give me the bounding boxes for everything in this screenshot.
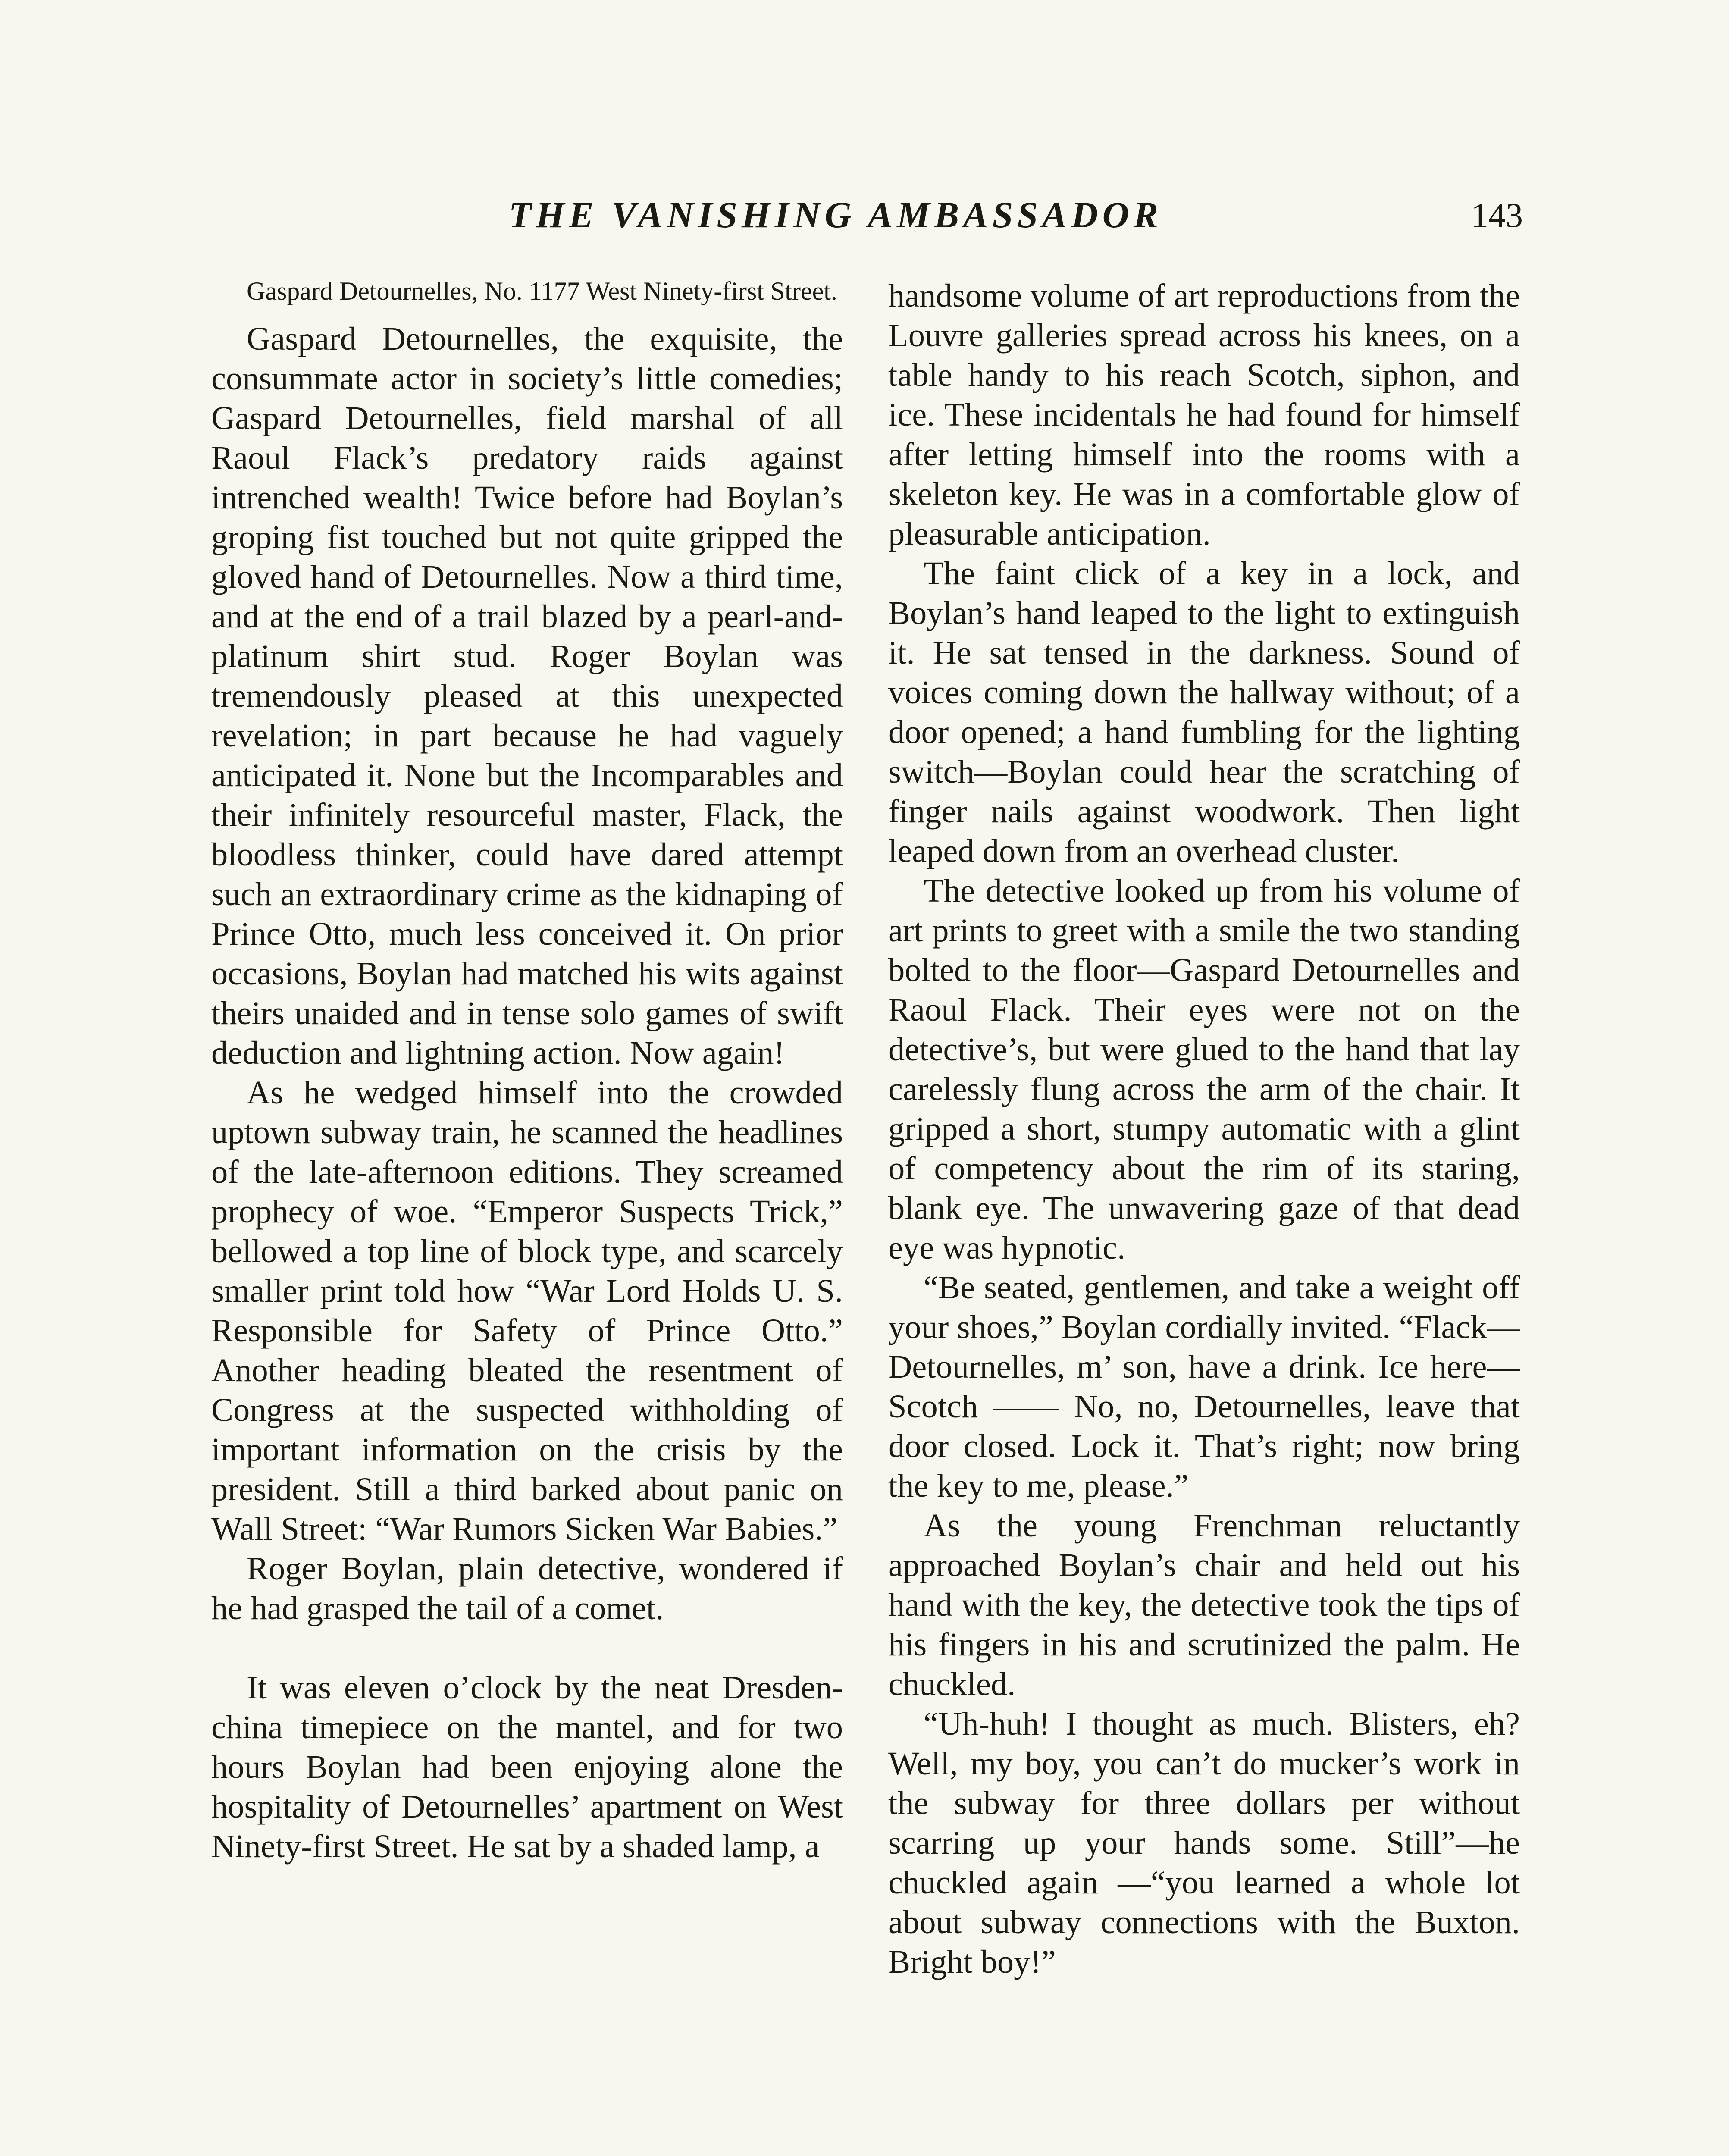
paragraph: It was eleven o’clock by the neat Dresden-china timepiece on the mantel, and for two hours Boylan had been enjoying alone the hospitality of Detournelles’ apartment on West Ninety-first Street. He sat by a shaded lamp, a [211,1669,843,1865]
right-column [888,276,1520,1982]
left-column [211,276,843,1866]
paragraph: As he wedged himself into the crowded uptown subway train, he scanned the headlines of the late-afternoon editions. They screamed prophecy of woe. “Emperor Suspects Trick,” bellowed a top line of block type, and scarcely smaller print told how “War Lord Holds U. S. Responsible for Safety of Prince Otto.” Another heading bleated the resentment of Congress at the suspected withholding of important information on the crisis by the president. Still a third barked about panic on Wall Street: “War Rumors Sicken War Babies.” [211,1074,843,1547]
paragraph: Gaspard Detournelles, the exquisite, the consummate actor in society’s little comedies; Gaspard Detournelles, field marshal of all Raoul Flack’s predatory raids against intrenched wealth! Twice before had Boylan’s groping fist touched but not quite gripped the gloved hand of Detournelles. Now a third time, and at the end of a trail blazed by a pearl-and-platinum shirt stud. Roger Boylan was tremendously pleased at this unexpected revelation; in part because he had vaguely anticipated it. None but the Incomparables and their infinitely resourceful master, Flack, the bloodless thinker, could have dared attempt such an extraordinary crime as the kidnaping of Prince Otto, much less conceived it. On prior occasions, Boylan had matched his wits against theirs unaided and in tense solo games of swift deduction and lightning action. Now again! [211,320,843,1071]
paragraph: The detective looked up from his volume of art prints to greet with a smile the two standing bolted to the floor—Gaspard Detournelles and Raoul Flack. Their eyes were not on the detective’s, but were glued to the hand that lay carelessly flung across the arm of the chair. It gripped a short, stumpy automatic with a glint of competency about the rim of its staring, blank eye. The unwavering gaze of that dead eye was hypnotic. [888,872,1520,1266]
running-title: THE VANISHING AMBASSADOR [509,194,1163,235]
dateline: Gaspard Detournelles, No. 1177 West Ninety-first Street. [247,277,837,305]
paragraph: Roger Boylan, plain detective, wondered if he had grasped the tail of a comet. [211,1550,843,1626]
paragraph: As the young Frenchman reluctantly approached Boylan’s chair and held out his hand with the key, the detective took the tips of his fingers in his and scrutinized the palm. He chuckled. [888,1507,1520,1702]
paragraph: “Be seated, gentlemen, and take a weight off your shoes,” Boylan cordially invited. “Flack—Detournelles, m’ son, have a drink. Ice here—Scotch —— No, no, Detournelles, leave that door closed. Lock it. That’s right; now bring the key to me, please.” [888,1269,1520,1504]
page-number: 143 [1471,197,1523,235]
paragraph: “Uh-huh! I thought as much. Blisters, eh? Well, my boy, you can’t do mucker’s work in the subway for three dollars per without scarring up your hands some. Still”—he chuckled again —“you learned a whole lot about subway connections with the Buxton. Bright boy!” [888,1705,1520,1980]
paragraph: The faint click of a key in a lock, and Boylan’s hand leaped to the light to extinguish it. He sat tensed in the darkness. Sound of voices coming down the hallway without; of a door opened; a hand fumbling for the lighting switch—Boylan could hear the scratching of finger nails against woodwork. Then light leaped down from an overhead cluster. [888,555,1520,869]
continued-paragraph: handsome volume of art reproductions from the Louvre galleries spread across his knees, on a table handy to his reach Scotch, siphon, and ice. These incidentals he had found for himself after letting himself into the rooms with a skeleton key. He was in a comfortable glow of pleasurable anticipation. [888,277,1520,552]
